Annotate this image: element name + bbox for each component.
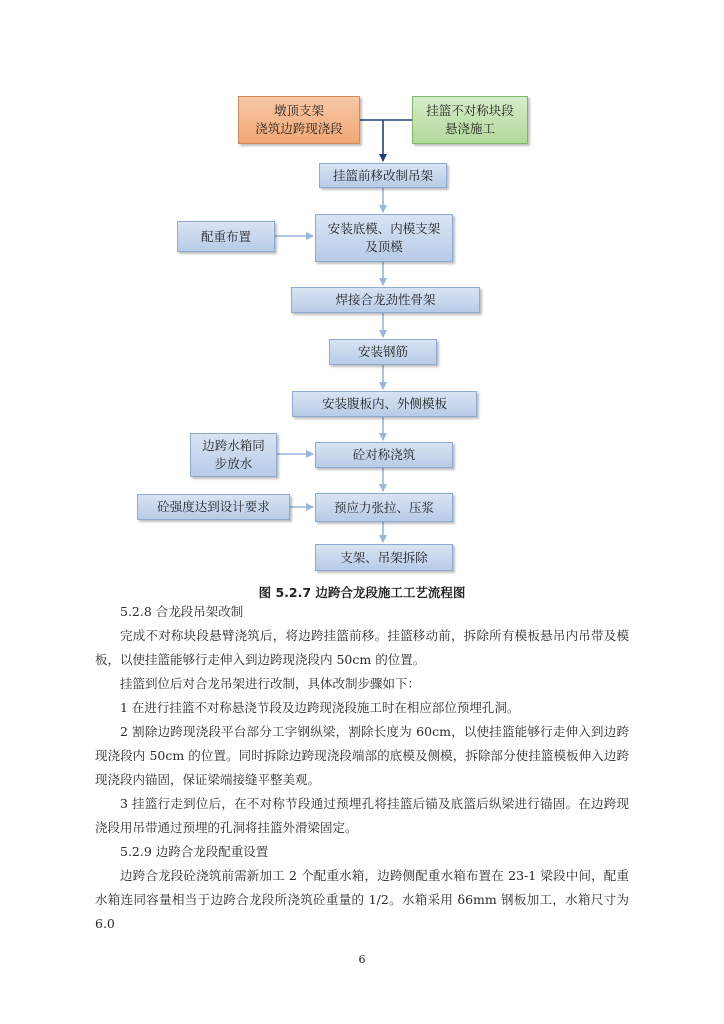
- page-number: 6: [358, 953, 366, 966]
- paragraph: 边跨合龙段砼浇筑前需新加工 2 个配重水箱，边跨侧配重水箱布置在 23-1 梁段中间，配重水箱连同容量相当于边跨合龙段所浇筑砼重量的 1/2。水箱采用 δ6mm 钢板加工，水箱尺寸为 6.0: [95, 868, 629, 931]
- box-install-rebar: 安装钢筋: [329, 339, 437, 365]
- paragraph: 1 在进行挂篮不对称悬浇节段及边跨现浇段施工时在相应部位预埋孔洞。: [120, 700, 520, 715]
- paragraph: 2 割除边跨现浇段平台部分工字钢纵梁，割除长度为 60cm，以使挂篮能够行走伸入到边跨现浇段内 50cm 的位置。同时拆除边跨现浇段端部的底模及侧模，拆除部分使挂篮模板伸入边跨现浇段内锚固，保证梁端接缝平整美观。: [95, 724, 629, 787]
- box-move-hanging-basket: 挂篮前移改制吊架: [319, 163, 447, 188]
- box-formwork: 安装底模、内模支架 及顶模: [315, 214, 453, 262]
- paragraph: 完成不对称块段悬臂浇筑后，将边跨挂篮前移。挂篮移动前，拆除所有模板悬吊内吊带及模板，以使挂篮能够行走伸入到边跨现浇段内 50cm 的位置。: [95, 628, 629, 667]
- box-weld-skeleton: 焊接合龙劲性骨架: [291, 287, 480, 313]
- box-water-release: 边跨水箱同 步放水: [190, 433, 277, 477]
- box-asymmetric-segment: 挂篮不对称块段 悬浇施工: [412, 96, 528, 144]
- body-text: [95, 600, 629, 936]
- box-web-formwork: 安装腹板内、外侧模板: [292, 391, 477, 417]
- box-prestress-grouting: 预应力张拉、压浆: [315, 493, 453, 522]
- section-heading: 5.2.8 合龙段吊架改制: [120, 604, 244, 619]
- merge-arrow: [360, 120, 412, 161]
- paragraph: 挂篮到位后对合龙吊架进行改制，具体改制步骤如下：: [120, 676, 421, 691]
- figure-caption: 图 5.2.7 边跨合龙段施工工艺流程图: [258, 585, 466, 600]
- box-counterweight: 配重布置: [177, 221, 275, 252]
- box-concrete-strength: 砼强度达到设计要求: [137, 494, 290, 520]
- paragraph: 3 挂篮行走到位后，在不对称节段通过预埋孔将挂篮后锚及底篮后纵梁进行锚固。在边跨现浇段用吊带通过预埋的孔洞将挂篮外滑梁固定。: [95, 796, 629, 835]
- box-pier-top-casting: 墩顶支架 浇筑边跨现浇段: [238, 96, 360, 144]
- box-symmetric-pour: 砼对称浇筑: [315, 442, 453, 468]
- box-remove-supports: 支架、吊架拆除: [315, 544, 453, 571]
- section-heading: 5.2.9 边跨合龙段配重设置: [120, 844, 269, 859]
